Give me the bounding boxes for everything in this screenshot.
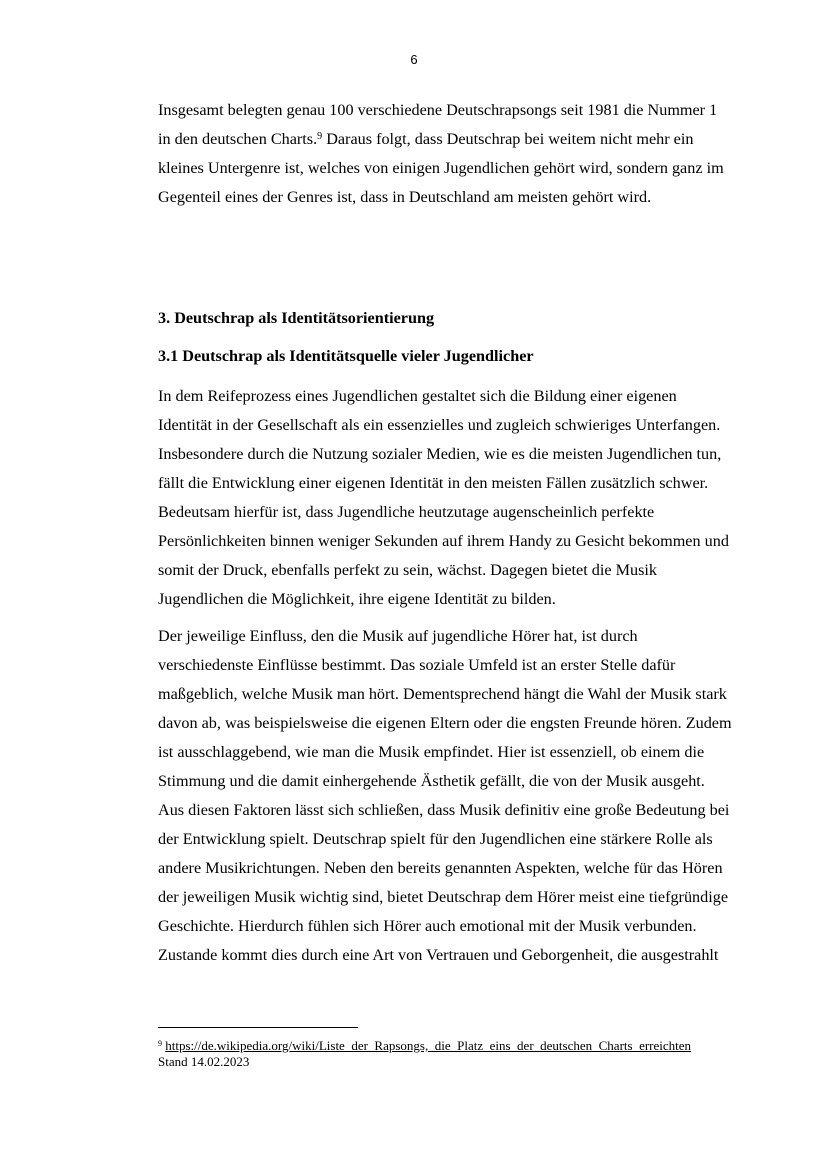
text-line: Insgesamt belegten genau 100 verschiedene Deutschrapsongs seit 1981 die Nummer 1: [158, 101, 718, 119]
text-line: Persönlichkeiten binnen weniger Sekunden auf ihrem Handy zu Gesicht bekommen und: [158, 532, 729, 550]
text-line: verschiedenste Einflüsse bestimmt. Das soziale Umfeld ist an erster Stelle dafür: [158, 656, 676, 674]
text-line: maßgeblich, welche Musik man hört. Dementsprechend hängt die Wahl der Musik stark: [158, 685, 727, 703]
text-line: der Entwicklung spielt. Deutschrap spielt für den Jugendlichen eine stärkere Rolle als: [158, 830, 713, 848]
text-line: Zustande kommt dies durch eine Art von Vertrauen und Geborgenheit, die ausgestrahlt: [158, 946, 719, 964]
footnote: [158, 1038, 691, 1070]
page-number: 6: [410, 52, 418, 67]
text-line: Der jeweilige Einfluss, den die Musik auf jugendliche Hörer hat, ist durch: [158, 627, 638, 645]
footnote-line: [158, 1038, 691, 1054]
section-heading: 3. Deutschrap als Identitätsorientierung: [158, 309, 435, 327]
paragraph-intro: [158, 96, 758, 212]
footnote-ref: 9: [317, 131, 323, 142]
text-line: Geschichte. Hierdurch fühlen sich Hörer auch emotional mit der Musik verbunden.: [158, 917, 697, 935]
text-line: Aus diesen Faktoren lässt sich schließen, dass Musik definitiv eine große Bedeutung bei: [158, 801, 730, 819]
footnote-link[interactable]: https://de.wikipedia.org/wiki/Liste_der_Rapsongs,_die_Platz_eins_der_deutschen_Charts_erreichten: [165, 1038, 692, 1053]
text-line: fällt die Entwicklung einer eigenen Identität in den meisten Fällen zusätzlich schwer.: [158, 474, 709, 492]
text-line: Insbesondere durch die Nutzung sozialer Medien, wie es die meisten Jugendlichen tun,: [158, 445, 722, 463]
footnote-divider: [158, 1027, 358, 1028]
text-line: davon ab, was beispielsweise die eigenen Eltern oder die engsten Freunde hören. Zudem: [158, 714, 732, 732]
text-line: Gegenteil eines der Genres ist, dass in Deutschland am meisten gehört wird.: [158, 188, 652, 206]
footnote-date: Stand 14.02.2023: [158, 1054, 250, 1069]
text-fragment: in den deutschen Charts.: [158, 130, 318, 148]
text-line: Bedeutsam hierfür ist, dass Jugendliche heutzutage augenscheinlich perfekte: [158, 503, 655, 521]
footnote-number: 9: [158, 1039, 162, 1048]
paragraph-1: [158, 382, 758, 614]
subsection-heading: 3.1 Deutschrap als Identitätsquelle vieler Jugendlicher: [158, 347, 534, 365]
text-line: somit der Druck, ebenfalls perfekt zu sein, wächst. Dagegen bietet die Musik: [158, 561, 657, 579]
text-line: ist ausschlaggebend, wie man die Musik empfindet. Hier ist essenziell, ob einem die: [158, 743, 705, 761]
text-line: andere Musikrichtungen. Neben den bereits genannten Aspekten, welche für das Hören: [158, 859, 723, 877]
paragraph-2: [158, 622, 758, 970]
text-line: Identität in der Gesellschaft als ein essenzielles und zugleich schwieriges Unterfangen.: [158, 416, 721, 434]
text-line: kleines Untergenre ist, welches von einigen Jugendlichen gehört wird, sondern ganz im: [158, 159, 724, 177]
text-line: Stimmung und die damit einhergehende Ästhetik gefällt, die von der Musik ausgeht.: [158, 772, 705, 790]
text-line: der jeweiligen Musik wichtig sind, bietet Deutschrap dem Hörer meist eine tiefgründige: [158, 888, 729, 906]
text-line: Jugendlichen die Möglichkeit, ihre eigene Identität zu bilden.: [158, 590, 556, 608]
text-fragment: Daraus folgt, dass Deutschrap bei weitem nicht mehr ein: [326, 130, 694, 148]
text-line: [158, 125, 758, 154]
text-line: In dem Reifeprozess eines Jugendlichen gestaltet sich die Bildung einer eigenen: [158, 387, 677, 405]
